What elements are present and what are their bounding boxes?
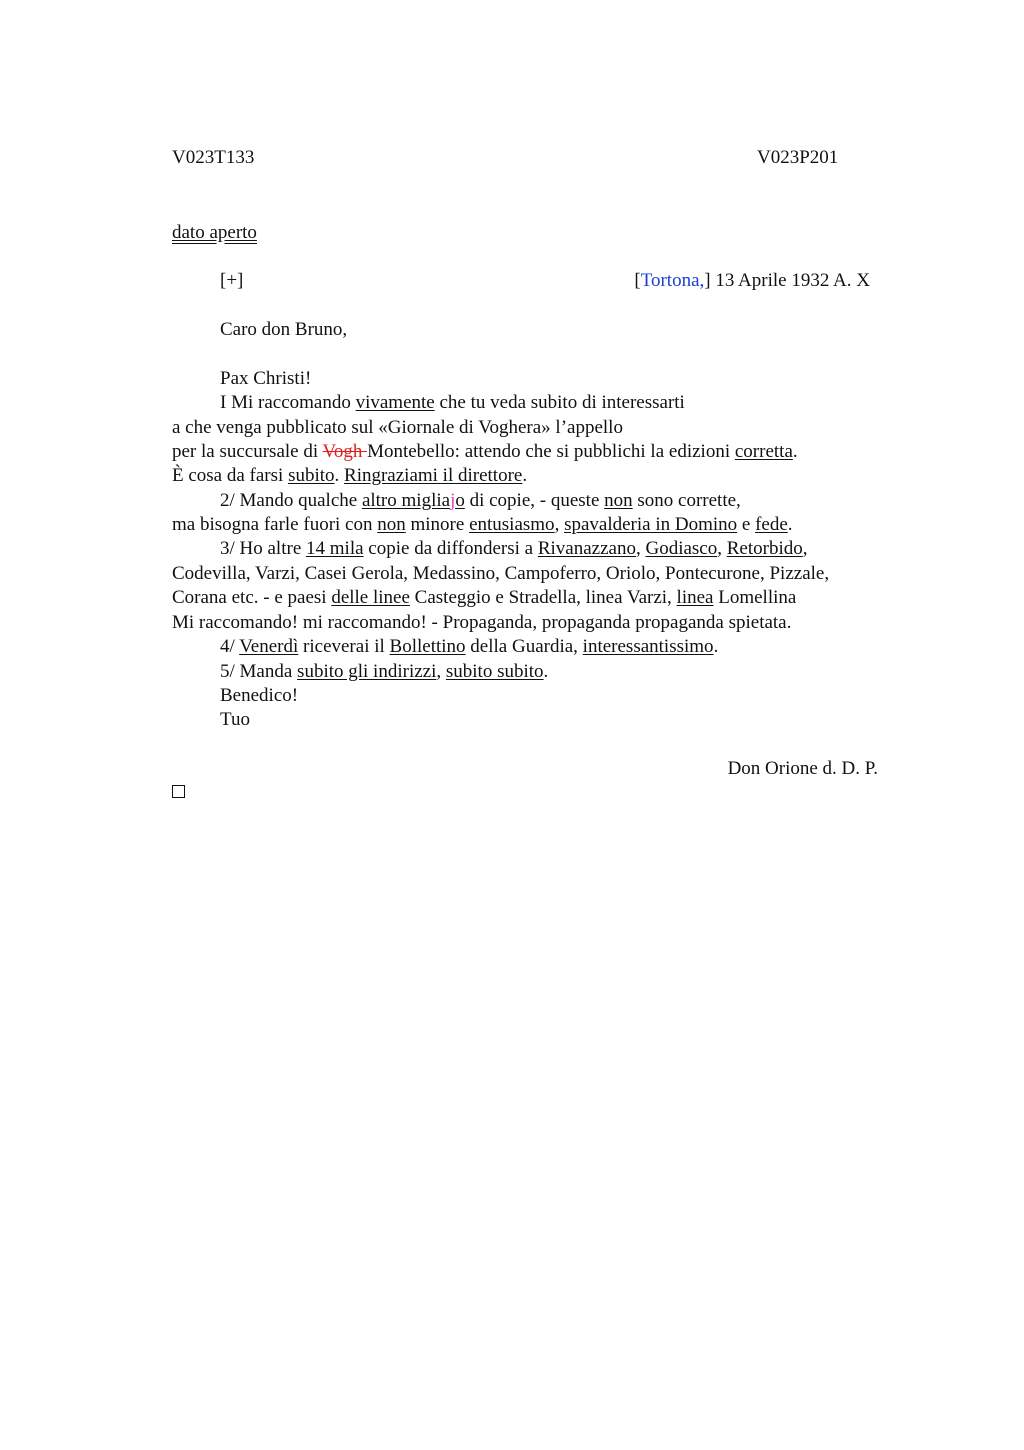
body-line-10: Mi raccomando! mi raccomando! - Propaganda, propaganda propaganda spietata. — [172, 612, 792, 633]
body-line-1: I Mi raccomando vivamente che tu veda subito di interessarti — [220, 392, 685, 413]
closing-tuo: Tuo — [220, 709, 250, 730]
body-line-11: 4/ Venerdì riceverai il Bollettino della Guardia, interessantissimo. — [220, 636, 719, 657]
place-name: Tortona, — [640, 270, 705, 291]
body-line-8: Codevilla, Varzi, Casei Gerola, Medassino, Campoferro, Oriolo, Pontecurone, Pizzale, — [172, 563, 830, 584]
body-line-4: È cosa da farsi subito. Ringraziami il direttore. — [172, 465, 528, 486]
body-line-5: 2/ Mando qualche altro migliajo di copie, - queste non sono corrette, — [220, 490, 741, 511]
dateline: [Tortona,] 13 Aprile 1932 A. X — [634, 270, 870, 291]
signature: Don Orione d. D. P. — [727, 758, 878, 779]
body-line-9: Corana etc. - e paesi delle linee Casteggio e Stradella, linea Varzi, linea Lomellina — [172, 587, 797, 608]
cross-mark: [+] — [220, 270, 244, 291]
document-code-left: V023T133 — [172, 147, 255, 168]
body-line-3: per la succursale di Vogh Montebello: attendo che si pubblichi la edizioni corretta. — [172, 441, 798, 462]
note-label: dato aperto — [172, 222, 257, 243]
inserted-letter: j — [450, 490, 456, 511]
body-line-2: a che venga pubblicato sul «Giornale di Voghera» l’appello — [172, 417, 623, 438]
salutation: Caro don Bruno, — [220, 319, 348, 340]
deleted-text: Vogh — [322, 441, 368, 462]
body-line-7: 3/ Ho altre 14 mila copie da diffondersi a Rivanazzano, Godiasco, Retorbido, — [220, 538, 808, 559]
closing-benedico: Benedico! — [220, 685, 299, 706]
end-box-icon — [172, 785, 185, 798]
body-line-6: ma bisogna farle fuori con non minore entusiasmo, spavalderia in Domino e fede. — [172, 514, 793, 535]
document-code-right: V023P201 — [757, 147, 839, 168]
greeting: Pax Christi! — [220, 368, 312, 389]
body-line-12: 5/ Manda subito gli indirizzi, subito subito. — [220, 661, 549, 682]
